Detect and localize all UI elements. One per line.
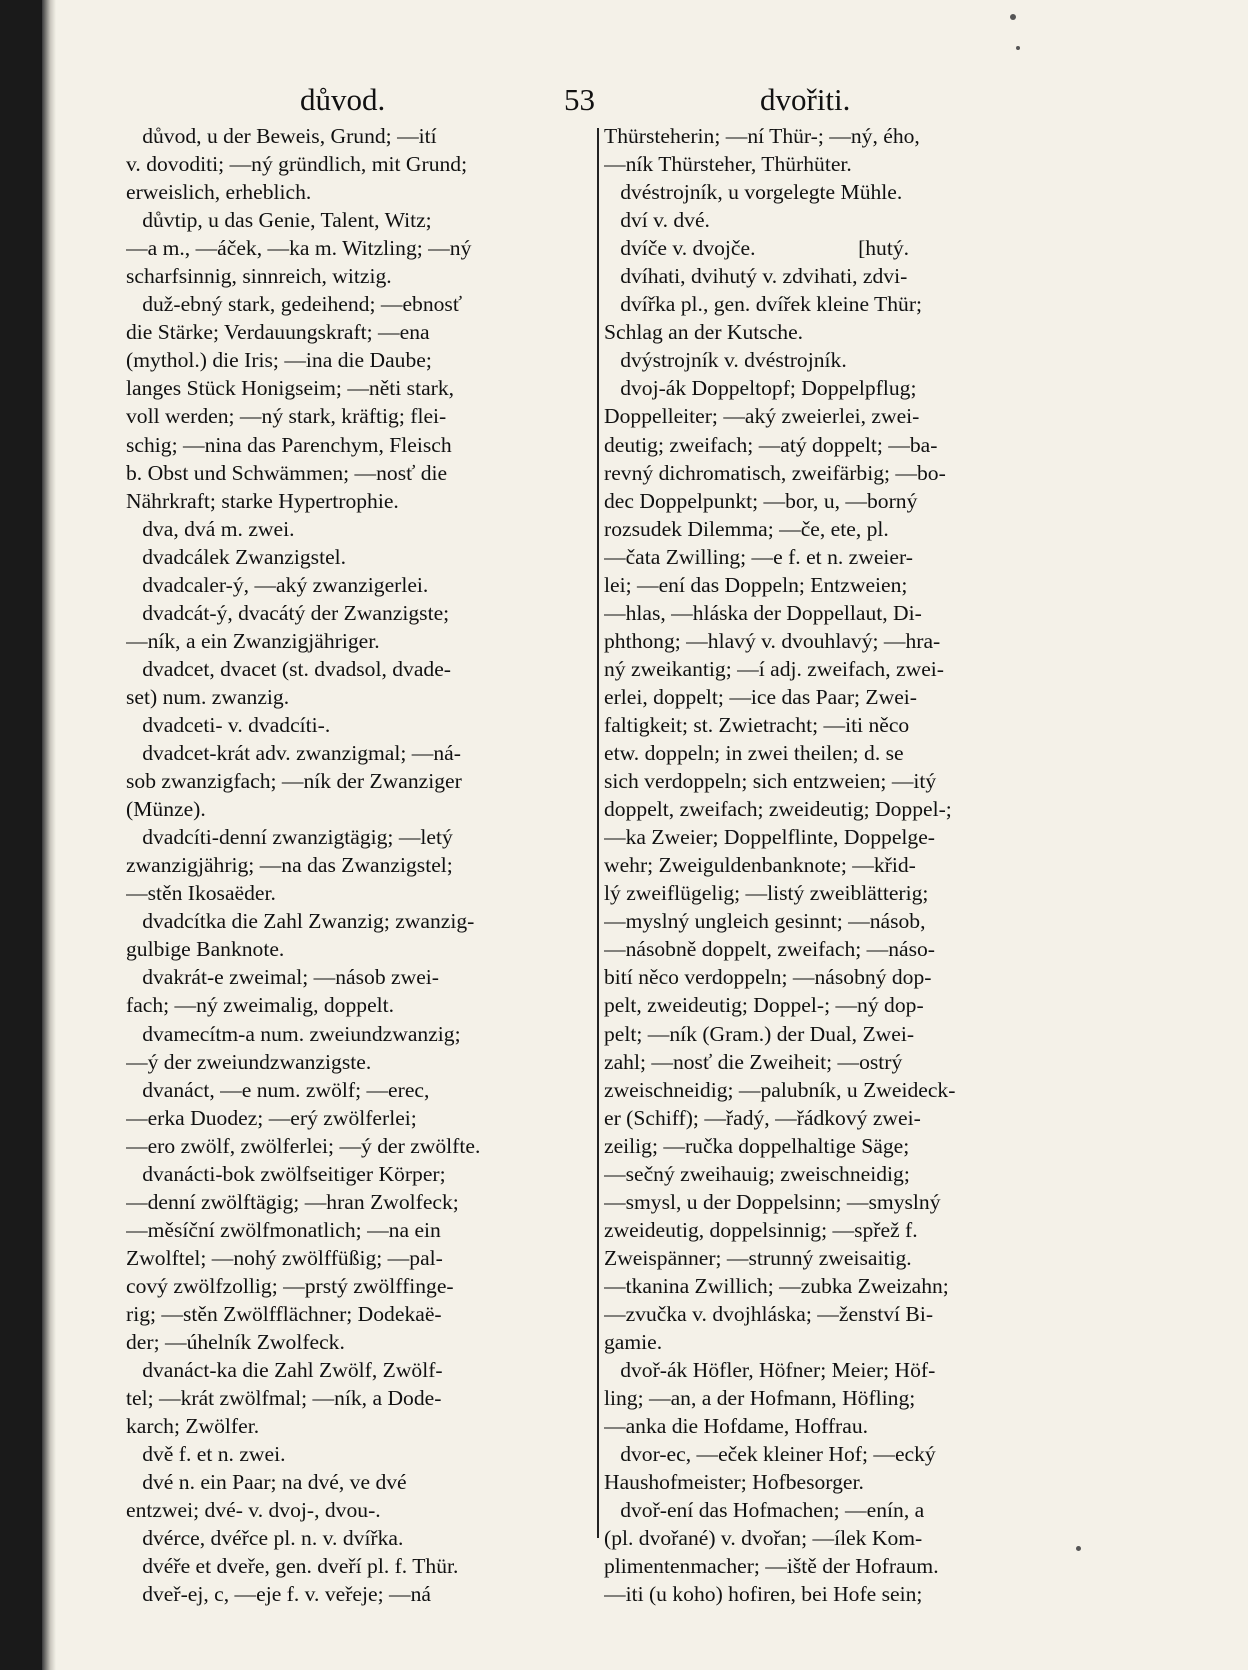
header-right-guideword: dvořiti. [760,82,851,117]
entry-line: er (Schiff); —řadý, —řádkový zwei- [604,1105,921,1130]
entry-line: —hlas, —hláska der Doppellaut, Di- [604,600,922,625]
entry-line: zweischneidig; —palubník, u Zweideck- [604,1077,956,1102]
entry-line: —tkanina Zwillich; —zubka Zweizahn; [604,1273,949,1298]
entry-line: dvamecítm-a num. zweiundzwanzig; [126,1021,461,1046]
entry-line: v. dovoditi; —ný gründlich, mit Grund; [126,152,468,177]
entry-line: fach; —ný zweimalig, doppelt. [126,993,395,1018]
entry-line: voll werden; —ný stark, kräftig; flei- [126,404,447,429]
entry-line: dva, dvá m. zwei. [126,516,295,541]
entry-line: lý zweiflügelig; —listý zweiblätterig; [604,881,929,906]
entry-line: sob zwanzigfach; —ník der Zwanziger [126,769,462,794]
entry-line: dvadcet, dvacet (st. dvadsol, dvade- [126,656,451,681]
entry-line: (Münze). [126,797,206,822]
entry-line: lei; —ení das Doppeln; Entzweien; [604,572,908,597]
entry-line: rig; —stěn Zwölfflächner; Dodekaë- [126,1301,442,1326]
entry-line: dvéstrojník, u vorgelegte Mühle. [604,180,903,205]
entry-line: Thürsteherin; —ní Thür-; —ný, ého, [604,124,920,148]
entry-line: dvadcaler-ý, —aký zwanzigerlei. [126,572,429,597]
entry-line: dvéře et dveře, gen. dveří pl. f. Thür. [126,1554,459,1579]
entry-line: zweideutig, doppelsinnig; —spřež f. [604,1217,918,1242]
entry-line: Schlag an der Kutsche. [604,320,804,345]
entry-line: b. Obst und Schwämmen; —nosť die [126,460,448,485]
entry-line: dvor-ec, —eček kleiner Hof; —ecký [604,1442,936,1467]
entry-line: deutig; zweifach; —atý doppelt; —ba- [604,432,938,457]
entry-line: dec Doppelpunkt; —bor, u, —borný [604,488,918,513]
entry-line: faltigkeit; st. Zwietracht; —iti něco [604,712,910,737]
entry-line: langes Stück Honigseim; —něti stark, [126,376,455,401]
entry-line: dvadcítka die Zahl Zwanzig; zwanzig- [126,909,475,934]
entry-line: dvérce, dvéřce pl. n. v. dvířka. [126,1526,404,1551]
entry-line: Zwolftel; —nohý zwölffüßig; —pal- [126,1245,443,1270]
entry-line: —denní zwölftägig; —hran Zwolfeck; [126,1189,459,1214]
entry-line: Haushofmeister; Hofbesorger. [604,1470,864,1495]
entry-line: dvanáct-ka die Zahl Zwölf, Zwölf- [126,1358,443,1383]
entry-line: dveř-ej, c, —eje f. v. veřeje; —ná [126,1582,431,1607]
entry-line: dvanácti-bok zwölfseitiger Körper; [126,1161,446,1186]
right-column [604,122,1074,1608]
entry-line: —ero zwölf, zwölferlei; —ý der zwölfte. [126,1133,481,1158]
entry-line: dvadceti- v. dvadcíti-. [126,712,331,737]
entry-line: revný dichromatisch, zweifärbig; —bo- [604,460,946,485]
entry-line: —násobně doppelt, zweifach; —náso- [604,937,936,962]
entry-line: set) num. zwanzig. [126,684,290,709]
entry-line: dvadcálek Zwanzigstel. [126,544,347,569]
entry-line: —stěn Ikosaëder. [126,881,276,906]
entry-line: —ka Zweier; Doppelflinte, Doppelge- [604,825,935,850]
page-number: 53 [564,82,595,117]
entry-line: pelt; —ník (Gram.) der Dual, Zwei- [604,1021,915,1046]
entry-line: erlei, doppelt; —ice das Paar; Zwei- [604,684,917,709]
entry-line: erweislich, erheblich. [126,180,312,205]
entry-line: duž-ebný stark, gedeihend; —ebnosť [126,292,463,317]
entry-line: dvé n. ein Paar; na dvé, ve dvé [126,1470,407,1495]
entry-line: gamie. [604,1330,663,1355]
entry-line: dvoř-ák Höfler, Höfner; Meier; Höf- [604,1358,936,1383]
entry-line: pelt, zweideutig; Doppel-; —ný dop- [604,993,924,1018]
ink-speck [1016,46,1020,50]
header-left-guideword: důvod. [300,82,386,117]
entry-line: důvtip, u das Genie, Talent, Witz; [126,208,432,233]
entry-line: karch; Zwölfer. [126,1414,260,1439]
entry-line: —sečný zweihauig; zweischneidig; [604,1161,910,1186]
entry-line: dvoř-ení das Hofmachen; —enín, a [604,1498,925,1523]
entry-line: plimentenmacher; —iště der Hofraum. [604,1554,939,1579]
entry-line: cový zwölfzollig; —prstý zwölffinge- [126,1273,454,1298]
entry-line: phthong; —hlavý v. dvouhlavý; —hra- [604,628,941,653]
entry-line: schig; —nina das Parenchym, Fleisch [126,432,452,457]
entry-line: entzwei; dvé- v. dvoj-, dvou-. [126,1498,381,1523]
entry-line: tel; —krát zwölfmal; —ník, a Dode- [126,1386,442,1411]
entry-line: dvě f. et n. zwei. [126,1442,286,1467]
entry-line: dvadcát-ý, dvacátý der Zwanzigste; [126,600,450,625]
entry-line: doppelt, zweifach; zweideutig; Doppel-; [604,797,952,822]
entry-line: dvíče v. dvojče. [hutý. [604,236,910,261]
entry-line: —ý der zweiundzwanzigste. [126,1049,372,1074]
entry-line: rozsudek Dilemma; —če, ete, pl. [604,516,889,541]
entry-line: dvířka pl., gen. dvířek kleine Thür; [604,292,923,317]
entry-line: —anka die Hofdame, Hoffrau. [604,1414,869,1439]
entry-line: —smysl, u der Doppelsinn; —smyslný [604,1189,941,1214]
entry-line: zeilig; —ručka doppelhaltige Säge; [604,1133,910,1158]
entry-line: (pl. dvořané) v. dvořan; —ílek Kom- [604,1526,923,1551]
entry-line: —iti (u koho) hofiren, bei Hofe sein; [604,1582,923,1607]
column-divider [597,128,599,1538]
entry-line: dvíhati, dvihutý v. zdvihati, zdvi- [604,264,908,289]
ink-speck [1010,14,1016,20]
entry-line: bití něco verdoppeln; —násobný dop- [604,965,932,990]
entry-line: dví v. dvé. [604,208,710,233]
entry-line: —ník Thürsteher, Thürhüter. [604,152,852,177]
entry-line: ný zweikantig; —í adj. zweifach, zwei- [604,656,944,681]
entry-line: wehr; Zweiguldenbanknote; —křid- [604,853,916,878]
entry-line: dvadcet-krát adv. zwanzigmal; —ná- [126,741,461,766]
entry-line: —a m., —áček, —ka m. Witzling; —ný [126,236,472,261]
entry-line: dvýstrojník v. dvéstrojník. [604,348,847,373]
left-column [126,122,596,1608]
entry-line: die Stärke; Verdauungskraft; —ena [126,320,430,345]
entry-line: —zvučka v. dvojhláska; —ženství Bi- [604,1301,934,1326]
ink-speck [1076,1546,1081,1551]
entry-line: dvakrát-e zweimal; —násob zwei- [126,965,439,990]
entry-line: —čata Zwilling; —e f. et n. zweier- [604,544,913,569]
entry-line: (mythol.) die Iris; —ina die Daube; [126,348,432,373]
entry-line: —měsíční zwölfmonatlich; —na ein [126,1217,441,1242]
entry-line: důvod, u der Beweis, Grund; —ití [126,124,437,148]
entry-line: —ník, a ein Zwanzigjähriger. [126,628,380,653]
entry-line: zahl; —nosť die Zweiheit; —ostrý [604,1049,903,1074]
entry-line: sich verdoppeln; sich entzweien; —itý [604,769,937,794]
entry-line: der; —úhelník Zwolfeck. [126,1330,345,1355]
entry-line: Nährkraft; starke Hypertrophie. [126,488,399,513]
entry-line: zwanzigjährig; —na das Zwanzigstel; [126,853,453,878]
entry-line: —erka Duodez; —erý zwölferlei; [126,1105,417,1130]
entry-line: dvoj-ák Doppeltopf; Doppelpflug; [604,376,917,401]
entry-line: Doppelleiter; —aký zweierlei, zwei- [604,404,920,429]
page-edge-shadow [42,0,56,1670]
entry-line: —myslný ungleich gesinnt; —násob, [604,909,926,934]
entry-line: dvadcíti-denní zwanzigtägig; —letý [126,825,453,850]
entry-line: ling; —an, a der Hofmann, Höfling; [604,1386,916,1411]
entry-line: etw. doppeln; in zwei theilen; d. se [604,741,904,766]
entry-line: gulbige Banknote. [126,937,285,962]
entry-line: dvanáct, —e num. zwölf; —erec, [126,1077,430,1102]
entry-line: scharfsinnig, sinnreich, witzig. [126,264,392,289]
entry-line: Zweispänner; —strunný zweisaitig. [604,1245,912,1270]
